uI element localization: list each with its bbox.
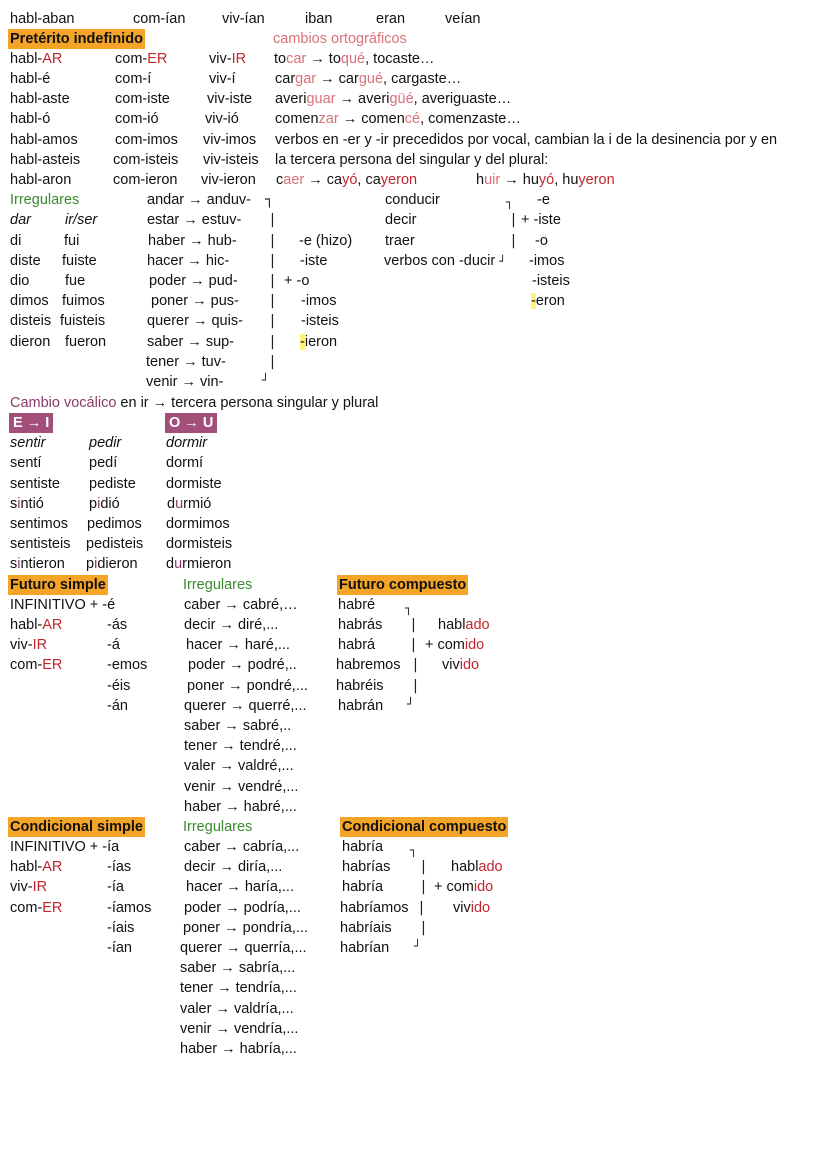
dormir-form: durmieron <box>166 556 232 572</box>
condicional-irr: decir → diría,... <box>184 859 283 875</box>
cambio-averiguar: averiguar → averigüé, averiguaste… <box>275 91 512 107</box>
cell: com-isteis <box>113 152 179 168</box>
cell: viv-iste <box>207 91 253 107</box>
cell: habl-aste <box>10 91 70 107</box>
condicional-irr: hacer → haría,... <box>186 879 294 895</box>
bracket-line: | <box>270 273 275 289</box>
ducir-ending: -eron <box>531 293 565 309</box>
ducir-ending: -e <box>537 192 550 208</box>
stem: poder → pud- <box>149 273 238 289</box>
bracket-line: | <box>270 334 275 350</box>
bracket-top: ┐ <box>265 192 274 208</box>
futuro-aux: habrá <box>338 637 376 653</box>
futuro-irr: caber → cabré,… <box>184 597 298 613</box>
dar-form: disteis <box>10 313 52 329</box>
condicional-ending: -íamos <box>107 900 152 916</box>
sentir-form: sentir <box>10 435 46 451</box>
cell: viv-ieron <box>201 172 256 188</box>
vocal-note-line-2: la tercera persona del singular y del plural: <box>275 152 549 168</box>
ir-ser-form: fuisteis <box>60 313 106 329</box>
futuro-irr: decir → diré,... <box>184 617 279 633</box>
condicional-irregulares-title: Irregulares <box>183 819 253 835</box>
dormir-form: dormí <box>166 455 204 471</box>
pedir-form: pedisteis <box>86 536 144 552</box>
stem: saber → sup- <box>147 334 235 350</box>
bracket-line: | <box>413 678 418 694</box>
cell: habl-amos <box>10 132 78 148</box>
futuro-aux: habréis <box>336 678 384 694</box>
condicional-irr: caber → cabría,... <box>184 839 300 855</box>
example-caer: caer → cayó, cayeron <box>276 172 418 188</box>
stem-ending: + -o <box>284 273 310 289</box>
bracket-line: | <box>270 233 275 249</box>
pedir-form: pedir <box>89 435 122 451</box>
condicional-participle: + comido <box>434 879 494 895</box>
ir-ser-form: fueron <box>65 334 107 350</box>
cambios-title: cambios ortográficos <box>273 31 407 47</box>
bracket-line: | <box>511 233 516 249</box>
o-to-u-label: O → U <box>165 413 217 433</box>
condicional-compuesto-title: Condicional compuesto <box>342 819 507 835</box>
futuro-base: INFINITIVO + -é <box>10 597 116 613</box>
stem: estar → estuv- <box>147 212 242 228</box>
bracket-line: | <box>270 253 275 269</box>
condicional-aux: habría <box>342 839 384 855</box>
cell: com-ieron <box>113 172 178 188</box>
ducir-verb: verbos con -ducir ┘ <box>384 253 506 269</box>
ducir-ending: -isteis <box>532 273 570 289</box>
futuro-irr: venir → vendré,... <box>184 779 299 795</box>
ducir-ending: -imos <box>529 253 565 269</box>
stem-ending: -iste <box>300 253 328 269</box>
bracket-line: | <box>511 212 516 228</box>
cell: habl-asteis <box>10 152 81 168</box>
futuro-irr: querer → querré,... <box>184 698 307 714</box>
cell: com-imos <box>115 132 178 148</box>
futuro-irr: poner → pondré,... <box>187 678 308 694</box>
cell: viv-IR <box>209 51 247 67</box>
condicional-ending: -ía <box>107 879 124 895</box>
sentir-form: sentiste <box>10 476 60 492</box>
futuro-irr: hacer → haré,... <box>186 637 290 653</box>
bracket-bottom: ┘ <box>262 373 270 387</box>
cambio-tocar: tocar → toqué, tocaste… <box>274 51 435 67</box>
futuro-participle: vivido <box>442 657 480 673</box>
cell: viv-ió <box>205 111 239 127</box>
condicional-participle: vivido <box>453 900 491 916</box>
ir-ser-header: ir/ser <box>65 212 98 228</box>
dar-form: dieron <box>10 334 51 350</box>
condicional-irr: poner → pondría,... <box>183 920 308 936</box>
preterito-title: Pretérito indefinido <box>10 31 143 47</box>
condicional-aux: habríais <box>340 920 392 936</box>
bracket-line: | <box>419 900 424 916</box>
cell: com-ió <box>115 111 159 127</box>
pedir-form: pediste <box>89 476 136 492</box>
sentir-form: sintió <box>10 496 44 512</box>
imperfect-ser: eran <box>376 11 406 27</box>
ducir-ending: -o <box>535 233 548 249</box>
dar-header: dar <box>10 212 31 228</box>
bracket-top: ┐ <box>405 601 413 615</box>
bracket-line: | <box>411 617 416 633</box>
vocal-note-line-1: verbos en -er y -ir precedidos por vocal, cambian la i de la desinencia por y en <box>275 132 778 148</box>
cell: viv-í <box>209 71 236 87</box>
ducir-verb: traer <box>385 233 415 249</box>
futuro-verb: com-ER <box>10 657 63 673</box>
cambio-vocalico-title: Cambio vocálico en ir → tercera persona singular y plural <box>10 395 379 411</box>
condicional-aux: habrían <box>340 940 390 956</box>
ir-ser-form: fuiste <box>62 253 97 269</box>
condicional-irr: querer → querría,... <box>180 940 307 956</box>
futuro-ending: -án <box>107 698 128 714</box>
dormir-form: dormisteis <box>166 536 233 552</box>
condicional-participle: hablado <box>451 859 503 875</box>
bracket-bottom: ┘ <box>414 939 422 953</box>
futuro-ending: -á <box>107 637 120 653</box>
dar-form: dio <box>10 273 30 289</box>
bracket-line: | <box>270 293 275 309</box>
dar-form: dimos <box>10 293 49 309</box>
dar-form: di <box>10 233 22 249</box>
bracket-line: | <box>421 920 426 936</box>
condicional-simple-title: Condicional simple <box>10 819 143 835</box>
condicional-base: INFINITIVO + -ía <box>10 839 120 855</box>
bracket-bottom: ┘ <box>407 697 415 711</box>
sentir-form: sentí <box>10 455 42 471</box>
cell: viv-isteis <box>203 152 259 168</box>
condicional-irr: valer → valdría,... <box>180 1001 294 1017</box>
ir-ser-form: fue <box>65 273 86 289</box>
stem: venir → vin- <box>146 374 224 390</box>
bracket-line: | <box>411 637 416 653</box>
cell: habl-ó <box>10 111 51 127</box>
cell: habl-AR <box>10 51 63 67</box>
condicional-ending: -ían <box>107 940 132 956</box>
pedir-form: pidieron <box>86 556 138 572</box>
bracket-line: | <box>421 879 426 895</box>
imperfect-hablar: habl-aban <box>10 11 75 27</box>
futuro-participle: hablado <box>438 617 490 633</box>
futuro-aux: habrás <box>338 617 383 633</box>
stem: haber → hub- <box>148 233 237 249</box>
futuro-ending: -ás <box>107 617 128 633</box>
dormir-form: dormiste <box>166 476 222 492</box>
futuro-aux: habremos <box>336 657 401 673</box>
stem: andar → anduv- <box>147 192 251 208</box>
futuro-verb: viv-IR <box>10 637 48 653</box>
futuro-irr: valer → valdré,... <box>184 758 294 774</box>
cambio-comenzar: comenzar → comencé, comenzaste… <box>275 111 521 127</box>
stem: querer → quis- <box>147 313 243 329</box>
dar-form: diste <box>10 253 41 269</box>
stem: hacer → hic- <box>147 253 230 269</box>
imperfect-ir: iban <box>305 11 333 27</box>
e-to-i-label: E → I <box>9 413 53 433</box>
condicional-aux: habríamos <box>340 900 409 916</box>
cell: habl-aron <box>10 172 72 188</box>
futuro-irregulares-title: Irregulares <box>183 577 253 593</box>
cell: com-iste <box>115 91 170 107</box>
ducir-verb: decir <box>385 212 417 228</box>
bracket-line: | <box>270 354 275 370</box>
pedir-form: pedí <box>89 455 118 471</box>
example-huir: huir → huyó, huyeron <box>476 172 615 188</box>
imperfect-ver: veían <box>445 11 481 27</box>
dormir-form: dormir <box>166 435 208 451</box>
futuro-irr: tener → tendré,... <box>184 738 297 754</box>
futuro-aux: habré <box>338 597 376 613</box>
futuro-participle: + comido <box>425 637 485 653</box>
futuro-aux: habrán <box>338 698 384 714</box>
stem-ending: -e (hizo) <box>299 233 353 249</box>
sentir-form: sentimos <box>10 516 69 532</box>
condicional-irr: poder → podría,... <box>184 900 301 916</box>
futuro-ending: -emos <box>107 657 148 673</box>
ir-ser-form: fuimos <box>62 293 105 309</box>
dormir-form: durmió <box>167 496 212 512</box>
stem-ending: -isteis <box>301 313 339 329</box>
futuro-irr: poder → podré,.. <box>188 657 297 673</box>
cell: habl-é <box>10 71 51 87</box>
condicional-irr: tener → tendría,... <box>180 980 297 996</box>
futuro-ending: -éis <box>107 678 131 694</box>
bracket-line: | <box>413 657 418 673</box>
ducir-verb: conducir <box>385 192 440 208</box>
futuro-irr: saber → sabré,.. <box>184 718 292 734</box>
condicional-verb: habl-AR <box>10 859 63 875</box>
imperfect-vivir: viv-ían <box>222 11 265 27</box>
bracket-line: | <box>421 859 426 875</box>
cell: com-í <box>115 71 152 87</box>
condicional-irr: venir → vendría,... <box>180 1021 299 1037</box>
sentir-form: sintieron <box>10 556 65 572</box>
bracket-line: | <box>270 212 275 228</box>
stem-ending: -imos <box>301 293 337 309</box>
stem: poner → pus- <box>151 293 239 309</box>
bracket-line: | <box>270 313 275 329</box>
ir-ser-form: fui <box>64 233 80 249</box>
stem: tener → tuv- <box>146 354 226 370</box>
pedir-form: pidió <box>89 496 120 512</box>
futuro-simple-title: Futuro simple <box>10 577 106 593</box>
condicional-verb: com-ER <box>10 900 63 916</box>
bracket-top: ┐ <box>506 195 514 209</box>
imperfect-comer: com-ían <box>133 11 186 27</box>
futuro-verb: habl-AR <box>10 617 63 633</box>
condicional-ending: -ías <box>107 859 132 875</box>
sentir-form: sentisteis <box>10 536 71 552</box>
condicional-aux: habrías <box>342 859 391 875</box>
condicional-aux: habría <box>342 879 384 895</box>
irregulares-title: Irregulares <box>10 192 80 208</box>
condicional-verb: viv-IR <box>10 879 48 895</box>
bracket-top: ┐ <box>410 843 418 857</box>
condicional-irr: haber → habría,... <box>180 1041 297 1057</box>
condicional-irr: saber → sabría,... <box>180 960 296 976</box>
dormir-form: dormimos <box>166 516 230 532</box>
futuro-compuesto-title: Futuro compuesto <box>339 577 467 593</box>
pedir-form: pedimos <box>87 516 142 532</box>
condicional-ending: -íais <box>107 920 135 936</box>
cell: viv-imos <box>203 132 257 148</box>
futuro-irr: haber → habré,... <box>184 799 297 815</box>
cambio-cargar: cargar → cargué, cargaste… <box>275 71 462 87</box>
ducir-ending: + -iste <box>521 212 561 228</box>
stem-ending: -ieron <box>300 334 338 350</box>
cell: com-ER <box>115 51 168 67</box>
